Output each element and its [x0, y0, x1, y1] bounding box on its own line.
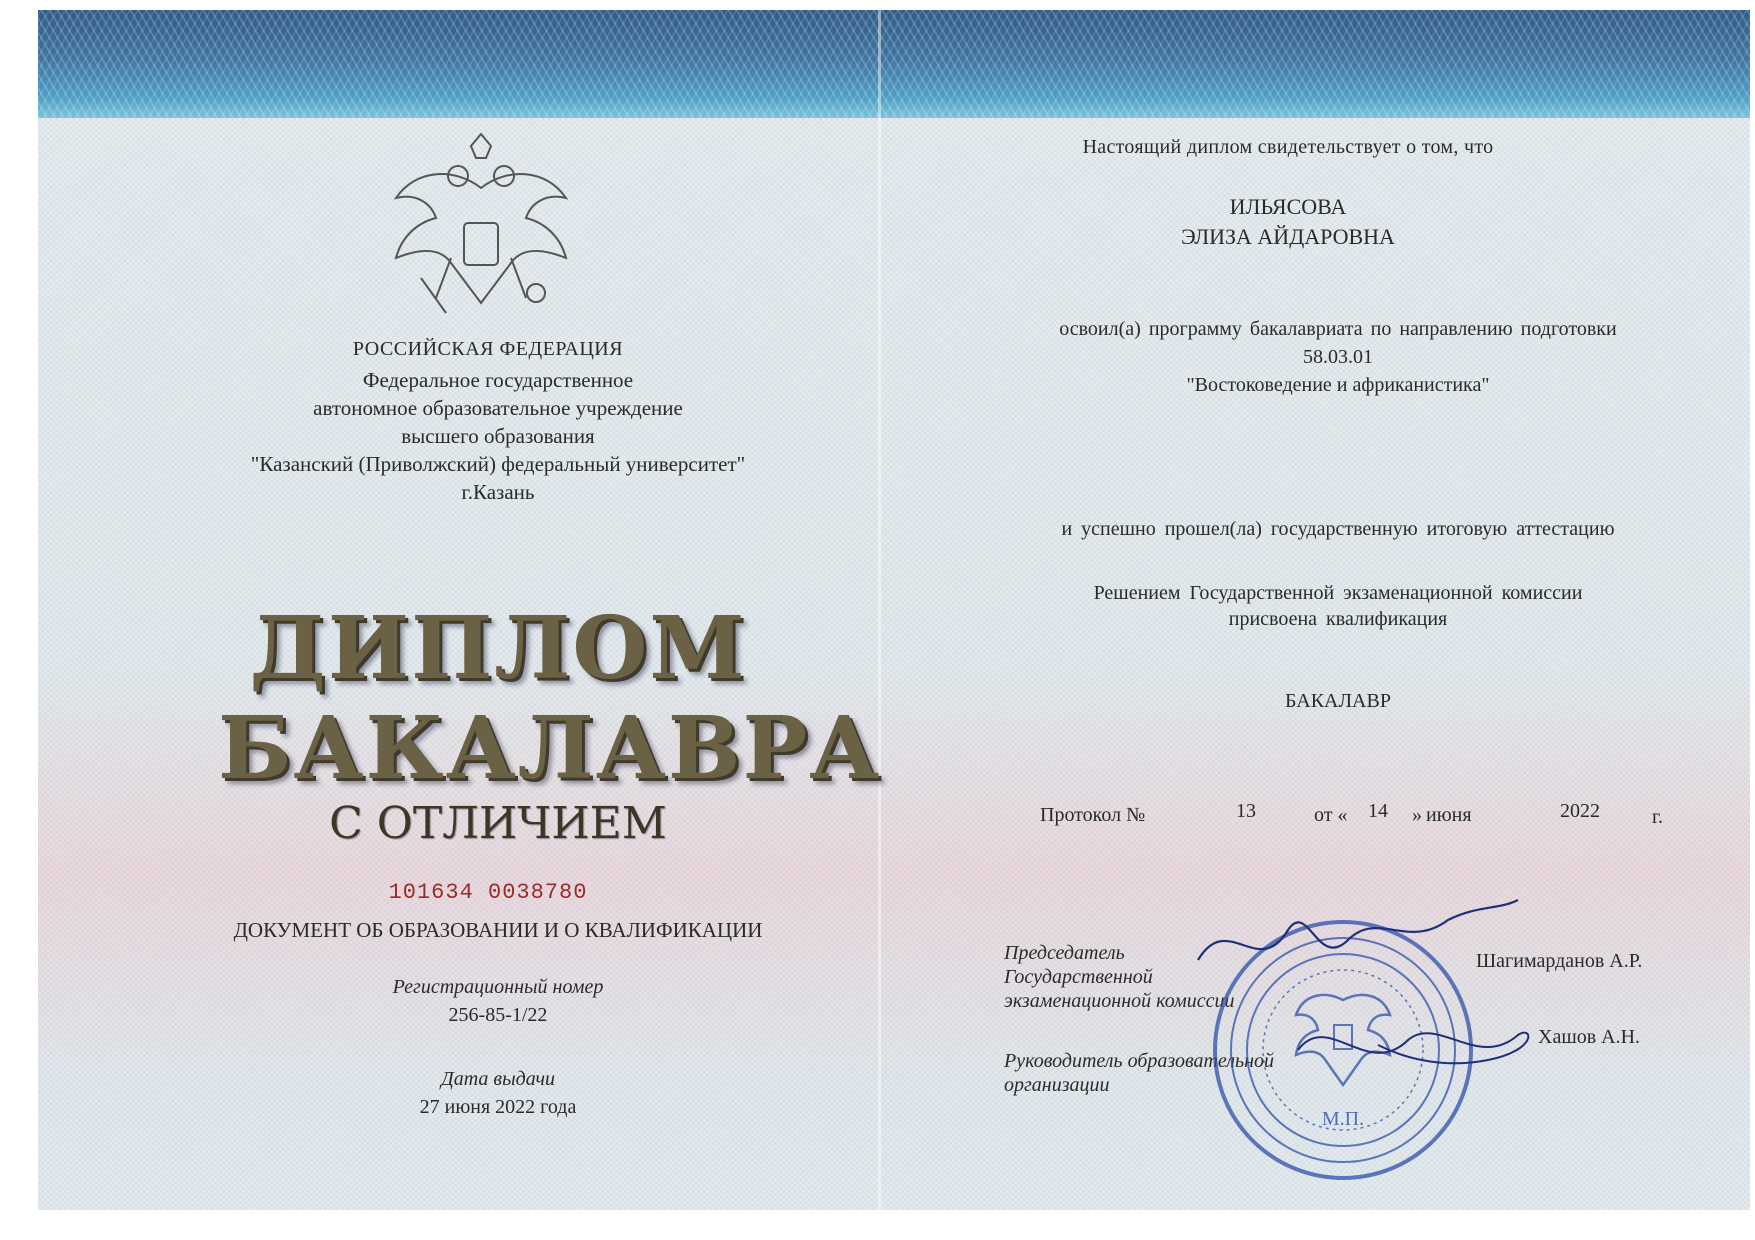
protocol-year-suffix: г.: [1652, 806, 1663, 828]
chair-label-line-2: Государственной: [1004, 966, 1153, 988]
center-fold: [878, 10, 881, 1210]
protocol-number: 13: [1236, 800, 1256, 822]
chair-signature: [1188, 890, 1528, 990]
serial-number: 101634 0038780: [388, 880, 588, 905]
protocol-month: июня: [1426, 804, 1472, 826]
program-name: "Востоковедение и африканистика": [1186, 374, 1490, 396]
chair-label-line-1: Председатель: [1004, 942, 1125, 964]
qualification: БАКАЛАВР: [1285, 690, 1391, 712]
chair-name: Шагимарданов А.Р.: [1476, 950, 1643, 972]
registration-label: Регистрационный номер: [392, 976, 604, 998]
attestation-text: и успешно прошел(ла) государственную итоговую аттестацию: [1061, 518, 1615, 540]
issue-date-label: Дата выдачи: [440, 1068, 556, 1090]
diploma-degree: БАКАЛАВРА: [218, 698, 882, 799]
decision-line-2: присвоена квалификация: [1228, 608, 1448, 630]
institution-line-3: высшего образования: [401, 424, 595, 448]
diploma-title: ДИПЛОМ: [249, 598, 747, 699]
program-code: 58.03.01: [1303, 346, 1373, 368]
protocol-from-label: от «: [1314, 804, 1348, 826]
protocol-quote-close: »: [1412, 804, 1422, 826]
chair-label-line-3: экзаменационной комиссии: [1004, 990, 1235, 1012]
head-signature: [1288, 1000, 1548, 1090]
document-type: ДОКУМЕНТ ОБ ОБРАЗОВАНИИ И О КВАЛИФИКАЦИИ: [233, 918, 763, 942]
head-label-line-1: Руководитель образовательной: [1004, 1050, 1275, 1072]
registration-number: 256-85-1/22: [448, 1004, 548, 1026]
protocol-day: 14: [1368, 800, 1388, 822]
protocol-year: 2022: [1560, 800, 1600, 822]
institution-line-2: автономное образовательное учреждение: [313, 396, 683, 420]
honors-label: С ОТЛИЧИЕМ: [329, 798, 667, 849]
graduate-surname: ИЛЬЯСОВА: [1229, 194, 1347, 219]
decorative-top-band: [38, 10, 1750, 118]
protocol-label: Протокол №: [1040, 804, 1146, 826]
graduate-given-names: ЭЛИЗА АЙДАРОВНА: [1181, 224, 1395, 249]
coat-of-arms-emblem: [376, 128, 586, 328]
institution-line-1: Федеральное государственное: [362, 368, 634, 392]
issue-date: 27 июня 2022 года: [419, 1096, 577, 1118]
certifies-text: Настоящий диплом свидетельствует о том, что: [1082, 136, 1494, 158]
stamp-mark-label: М.П.: [1321, 1108, 1365, 1130]
head-name: Хашов А.Н.: [1538, 1026, 1641, 1048]
program-intro: освоил(а) программу бакалавриата по направлению подготовки: [1059, 318, 1617, 340]
diploma-document: [38, 10, 1750, 1210]
decision-line-1: Решением Государственной экзаменационной комиссии: [1093, 582, 1583, 604]
institution-city: г.Казань: [461, 480, 535, 504]
country-name: РОССИЙСКАЯ ФЕДЕРАЦИЯ: [352, 338, 624, 360]
head-label-line-2: организации: [1004, 1074, 1110, 1096]
institution-line-4: "Казанский (Приволжский) федеральный университет": [250, 452, 746, 476]
